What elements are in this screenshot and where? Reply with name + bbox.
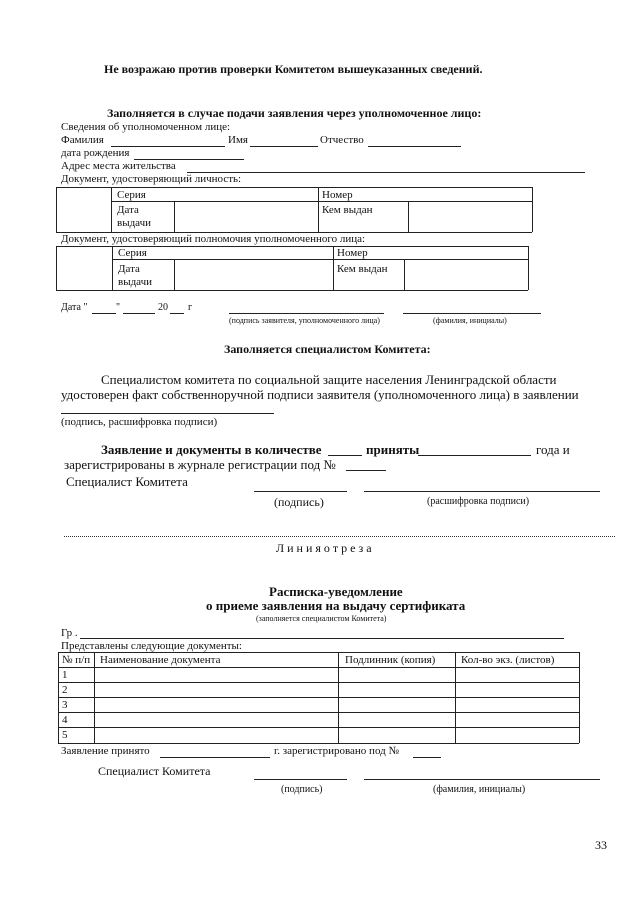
table-row-number: 4 bbox=[62, 714, 68, 726]
table-row-number: 2 bbox=[62, 684, 68, 696]
column-header-document-name: Наименование документа bbox=[100, 654, 221, 666]
name-label: Имя bbox=[228, 134, 248, 146]
consent-text: Не возражаю против проверки Комитетом вышеуказанных сведений. bbox=[104, 62, 483, 76]
receipt-title-line-2: о приеме заявления на выдачу сертификата bbox=[206, 598, 466, 613]
specialist-sign-caption: (подпись) bbox=[274, 495, 324, 509]
year-and-text: года и bbox=[536, 442, 570, 457]
auth-issue-date-label-1: Дата bbox=[118, 263, 140, 275]
id-issue-date-label-1: Дата bbox=[117, 204, 139, 216]
column-header-original-copy: Подлинник (копия) bbox=[345, 654, 436, 666]
name-field[interactable] bbox=[250, 146, 318, 147]
column-header-number: № п/п bbox=[62, 654, 91, 666]
address-field[interactable] bbox=[187, 172, 585, 173]
auth-issued-by-label: Кем выдан bbox=[337, 263, 388, 275]
receipt-name-line[interactable] bbox=[364, 779, 600, 780]
specialist-sign-line[interactable] bbox=[254, 491, 347, 492]
receipt-signature-line[interactable] bbox=[254, 779, 347, 780]
specialist-signature-line[interactable] bbox=[61, 413, 274, 414]
receipt-signature-caption: (подпись) bbox=[281, 784, 323, 795]
specialist-decode-caption: (расшифровка подписи) bbox=[427, 496, 530, 507]
id-issue-date-label-2: выдачи bbox=[117, 217, 152, 229]
id-document-label: Документ, удостоверяющий личность: bbox=[61, 173, 242, 185]
specialist-signature-caption: (подпись, расшифровка подписи) bbox=[61, 416, 218, 428]
auth-issue-date-label-2: выдачи bbox=[118, 276, 153, 288]
journal-registration-text: зарегистрированы в журнале регистрации под № bbox=[64, 457, 336, 472]
documents-label: Представлены следующие документы: bbox=[61, 640, 242, 652]
cut-line-label: Л и н и я о т р е з а bbox=[276, 541, 372, 555]
auth-series-label: Серия bbox=[118, 247, 147, 259]
patronymic-field[interactable] bbox=[368, 146, 461, 147]
date-day-field[interactable] bbox=[92, 313, 116, 314]
receipt-note: (заполняется специалистом Комитета) bbox=[256, 614, 387, 623]
proxy-info-label: Сведения об уполномоченном лице: bbox=[61, 121, 231, 133]
applicant-name-line[interactable] bbox=[403, 313, 541, 314]
auth-number-label: Номер bbox=[337, 247, 368, 259]
date-prefix: Дата " bbox=[61, 302, 88, 313]
date-quote: " bbox=[116, 302, 121, 313]
cut-line bbox=[64, 536, 615, 537]
applicant-signature-caption: (подпись заявителя, уполномоченного лица) bbox=[229, 316, 380, 325]
authority-document-label: Документ, удостоверяющий полномочия уполномоченного лица: bbox=[61, 233, 366, 245]
id-series-label: Серия bbox=[117, 189, 146, 201]
documents-accepted-text: Заявление и документы в количестве bbox=[101, 442, 322, 457]
table-row-number: 5 bbox=[62, 729, 68, 741]
applicant-signature-line[interactable] bbox=[229, 313, 384, 314]
citizen-prefix: Гр . bbox=[61, 627, 78, 639]
specialist-paragraph-line-1: Специалистом комитета по социальной защите населения Ленинградской области bbox=[101, 372, 557, 387]
application-registered-text: г. зарегистрировано под № bbox=[274, 745, 399, 757]
specialist-heading: Заполняется специалистом Комитета: bbox=[224, 342, 431, 356]
citizen-name-field[interactable] bbox=[80, 638, 564, 639]
date-year-field[interactable] bbox=[170, 313, 184, 314]
accepted-date-field[interactable] bbox=[418, 455, 531, 456]
specialist-paragraph-line-2: удостоверен факт собственноручной подписи заявителя (уполномоченного лица) в заявлении bbox=[61, 387, 579, 402]
documents-count-field[interactable] bbox=[328, 455, 362, 456]
table-row-number: 3 bbox=[62, 699, 68, 711]
receipt-title-line-1: Расписка-уведомление bbox=[269, 584, 403, 599]
application-date-field[interactable] bbox=[160, 757, 270, 758]
patronymic-label: Отчество bbox=[320, 134, 364, 146]
address-label: Адрес места жительства bbox=[61, 160, 176, 172]
surname-label: Фамилия bbox=[61, 134, 104, 146]
receipt-specialist-label: Специалист Комитета bbox=[98, 764, 211, 778]
receipt-name-caption: (фамилия, инициалы) bbox=[433, 784, 526, 795]
date-year-prefix: 20 bbox=[158, 302, 168, 313]
applicant-name-caption: (фамилия, инициалы) bbox=[433, 316, 507, 325]
id-issued-by-label: Кем выдан bbox=[322, 204, 373, 216]
page-number: 33 bbox=[595, 838, 607, 852]
date-suffix: г bbox=[188, 302, 193, 313]
proxy-heading: Заполняется в случае подачи заявления через уполномоченное лицо: bbox=[107, 106, 482, 120]
date-month-field[interactable] bbox=[123, 313, 155, 314]
column-header-count: Кол-во экз. (листов) bbox=[461, 654, 555, 666]
application-number-field[interactable] bbox=[413, 757, 441, 758]
table-row-number: 1 bbox=[62, 669, 68, 681]
accepted-word: приняты bbox=[366, 442, 420, 457]
application-accepted-text: Заявление принято bbox=[61, 745, 150, 757]
birth-date-label: дата рождения bbox=[61, 147, 130, 159]
specialist-label: Специалист Комитета bbox=[66, 474, 188, 489]
journal-number-field[interactable] bbox=[346, 470, 386, 471]
specialist-decode-line[interactable] bbox=[364, 491, 600, 492]
id-number-label: Номер bbox=[322, 189, 353, 201]
